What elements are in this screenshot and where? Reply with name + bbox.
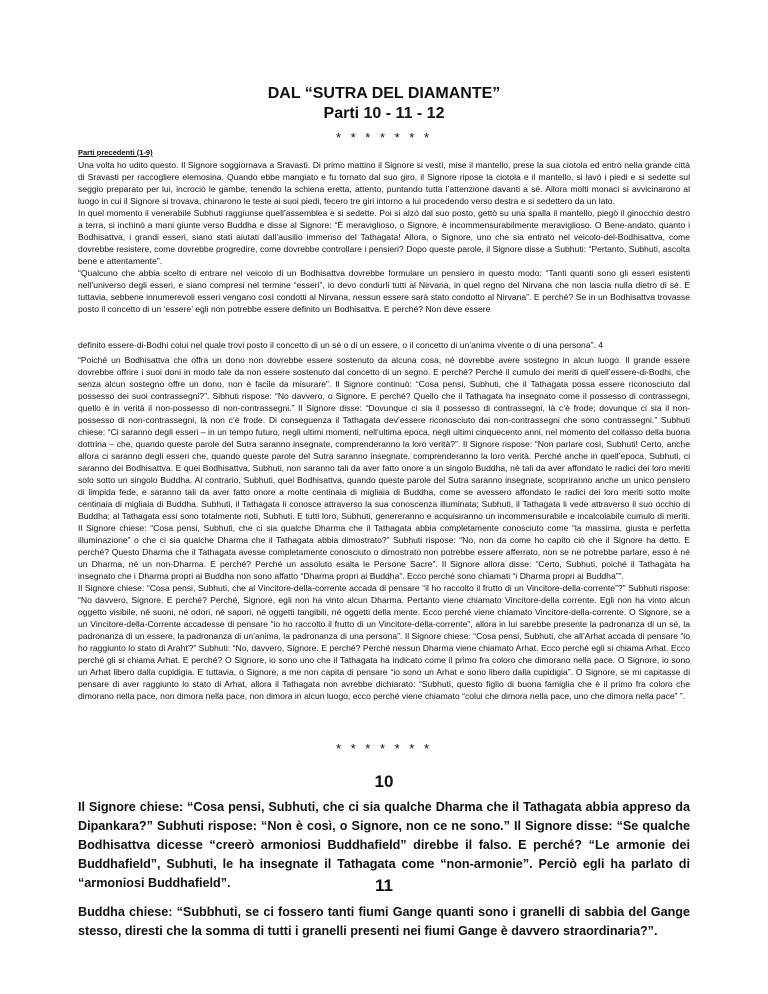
previous-parts-heading: Parti precedenti (1-9) [78,148,153,157]
section-10-text: Il Signore chiese: “Cosa pensi, Subhuti, che ci sia qualche Dharma che il Tathagata abbia appreso da Dipankara?” Subhuti rispose: “Non è così, o Signore, non ce ne sono.” Il Signore disse: “Se qualche Bodhisattva dicesse “creerò armoniosi Buddhafield” direbbe il falso. E perché? “Le armonie dei Buddhafield”, Subhuti, le ha insegnate il Tathagata come “non-armonie”. Perciò egli ha parlato di “armoniosi Buddhafield”. [78,800,690,890]
paragraph: Il Signore chiese: “Cosa pensi, Subhuti, che al Vincitore-della-corrente accada di pensare “il ho raccolto il frutto di un Vincitore-della-corrente”?” Subhuti rispose: “No davvero, Signore. E perché? Perché, Signore, egli non ha vinto alcun Dharma. Pertanto viene chiamato Vincitore-della corrente. Egli non ha vinto alcun oggetto visibile, né suoni, né odori, né sapori, né oggetti tangibili, né oggetti della mente. Ecco perché viene chiamato Vincitore-della-corrente. O Signore, se a un Vincitore-della-Corrente accadesse di pensare “io ho raccolto il frutto di un Vincitore-della-corrente”, allora in lui sarebbe presente la padronanza di un sé, la padronanza di un essere, la padronanza di un’anima, la padronanza di una persona”. Il Signore chiese: “Cosa pensi, Subhuti, che all’Arhat accada di pensare “io ho raggiunto lo stato di Arahť?” Subhuti: “No, davvero, Signore. E perché? Perché nessun Dharma viene chiamato Arhat. Ecco perché egli si chiama Arhat. Ecco perché gli si chiama Arhat. E perché? O Signore, io sono uno che il Tathagata ha indicato come il primo fra coloro che dimorano nella pace. O Signore, io sono un Arhat libero dalla cupidigia. E tuttavia, o Signore, a me non capita di pensare “io sono un Arhat e sono libero dalla cupidigia”. O Signore, se mi capitasse di pensare di aver raggiunto lo stato di Arhat, allora il Tathagata non avrebbe dichiarato: “Subhuti, questo figlio di buona famiglia che è il primo fra coloro che dimorano nella pace, non dimora nella pace, non dimora in alcun luogo, ecco perché viene chiamato “colui che dimora nella pace, uno che dimora nella pace” ”. [78,583,690,701]
paragraph: Una volta ho udito questo. Il Signore soggiornava a Sravasti. Di primo mattino il Signore si vestì, mise il mantello, prese la sua ciotola ed entrò nella grande città di Sravasti per raccogliere elemosina. Quando ebbe mangiato e fu tornato dal suo giro, il Signore ripose la ciotola e il mantello, si lavò i piedi e si sedette sul seggio preparato per lui, incrociò le gambe, tenendo la schiena eretta, attento, puntando tutta l’attenzione davanti a sé. Allora molti monaci si avvicinarono al luogo in cui il Signore si trovava, chinarono le teste ai suoi piedi, fecero tre giri intorno a lui procedendo verso destra e si sedettero da un lato. [78,160,690,206]
section-11-text: Buddha chiese: “Subbhuti, se ci fossero tanti fiumi Gange quanti sono i granelli di sabbia del Gange stesso, diresti che la somma di tutti i granelli presenti nei fiumi Gange è davvero straordinaria?”. [78,905,690,938]
document-subtitle: Parti 10 - 11 - 12 [323,105,445,122]
separator-bottom: * * * * * * * [335,741,433,756]
paragraph: “Poiché un Bodhisattva che offra un dono non dovrebbe essere sostenuto da alcuna cosa, né dovrebbe avere sostegno in alcun luogo. Il grande essere dovrebbe offrire i suoi doni in modo tale da non essere sostenuto dal concetto di un segno. E perché? Perché il cumulo dei meriti di quell’essere-di-Bodhi, che senza alcun sostegno offre un dono, non è facile da misurare”. Il Signore continuò: “Cosa pensi, Subhuti, che il Tathagata possa essere riconosciuto dal possesso dei suoi contrassegni?”. Sibhuti rispose: “No davvero, o Signore. E perché? Quello che il Tathagata ha insegnato come il possesso di contrassegni, quello è in verità il non-possesso di non-contrassegni.” Il Signore disse: “Dovunque ci sia il possesso di contrassegni, là c’è frode; dovunque ci sia il non-possesso di non-contrassegni, là non c’è frode. Di conseguenza il Tathagata dev’essere riconosciuto dai non-contrassegni che sono contrassegni.” Subhuti chiese: “Ci saranno degli esseri – in un tempo futuro, negli ultimi momenti, nell’ultima epoca, negli ultimi cinquecento anni, nel momento del collasso della buona dottrina – che, quando queste parole del Sutra saranno insegnate, comprenderanno la loro verità?”. Il Signore rispose: “Non parlare così, Subhuti! Certo, anche allora ci saranno degli esseri che, quando queste parole del Sutra saranno insegnate, comprenderanno la loro verità. Perché anche in quell’epoca, Subhuti, ci saranno dei Bodhisattva. E quei Bodhisattva, Subhuti, non saranno tali da aver fatto onore a un singolo Buddha, né tali da aver affondato le radici dei loro meriti solo sotto un singolo Buddha. Al contrario, Subhuti, quei Bodhisattva, quando queste parole del Sutra saranno insegnate, scopriranno anche un unico pensiero di limpida fede, e saranno tali da aver fatto onore a molte centinaia di migliaia di Buddha, come se avessero affondato le radici dei loro meriti sotto molte centinaia di migliaia di Buddha. Subhuti, il Tathagata li conosce attraverso la sua conoscenza illuminata; Subhuti, il Tathagata li vede attraverso il suo occhio di Buddha; al Tathagata essi sono totalmente noti, Subhuti. E tutti loro, Subhuti, genereranno e acquisiranno un incommensurabile e incalcolabile cumulo di meriti. Il Signore chiese: “Cosa pensi, Subhuti, che ci sia qualche Dharma che il Tathagata abbia completamente conosciuto come “la massima, giusta e perfetta illuminazione” o che ci sia qualche Dharma che il Tathagata abbia dimostrato?” Subhuti rispose: “No, non da come ho capito ciò che il Signore ha detto. E perché? Questo Dharma che il Tathagata avesse completamente conosciuto o dimostrato non potrebbe essere afferrato, non se ne potrebbe parlare, esso è né un Dharma, né un non-Dharma. E perché? Perché un assoluto esalta le Persone Sacre”. Il Signore allora disse: “Certo, Subhuti, poiché il Tathagata ha insegnato che i Dharma propri ai Buddha non sono affatto “Dharma propri ai Buddha”. Ecco perché sono chiamati “i Dharma propri ai Buddha””. [78,355,690,581]
paragraph: “Qualcuno che abbia scelto di entrare nel veicolo di un Bodhisattva dovrebbe formulare un pensiero in questo modo: “Tanti quanti sono gli esseri esistenti nell’universo degli esseri, e siano compresi nel termine “esseri”, io devo condurli tutti al Nirvana, in quel regno del Nirvana che non lascia nulla dietro di sé. E tuttavia, sebbene innumerevoli esseri vengano così condotti al Nirvana, nessun essere sarà stato condotto al Nirvana”. E perché? Se in un Bodhisattva trovasse posto il concetto di un ‘essere’ egli non potrebbe essere definito un Bodhisattva. E perché? Non deve essere [78,268,690,314]
section-10-number: 10 [374,772,394,791]
previous-parts-block-1 [78,159,690,315]
paragraph: definito essere-di-Bodhi colui nel quale trovi posto il concetto di un sé o di un essere, o il concetto di un’anima vivente o di una persona”. 4 [78,340,604,350]
section-11-number: 11 [375,876,393,895]
document-title: DAL “SUTRA DEL DIAMANTE” [267,85,501,102]
separator-top: * * * * * * * [335,130,433,145]
paragraph: In quel momento il venerabile Subhuti raggiunse quell’assemblea e si sedette. Poi si alzò dal suo posto, gettò su una spalla il mantello, piegò il ginocchio destro a terra, si inchinò a mani giunte verso Buddha e disse al Signore: “È meraviglioso, o Signore, è incommensurabilmente meraviglioso. O Bene-andato, quanto i Bodhisattva, i grandi esseri, siano stati aiutati dall’ausilio immenso del Tathagata! Allora, o Signore, uno che sia entrato nel veicolo-del-Bodhisattva, come dovrebbe resistere, come dovrebbe progredire, come dovrebbe controllare i pensieri? Dopo queste parole, il Signore disse a Subhuti: “Pertanto, Subhuti, ascolta bene e attentamente”. [78,208,690,266]
previous-parts-block-2 [78,339,690,702]
